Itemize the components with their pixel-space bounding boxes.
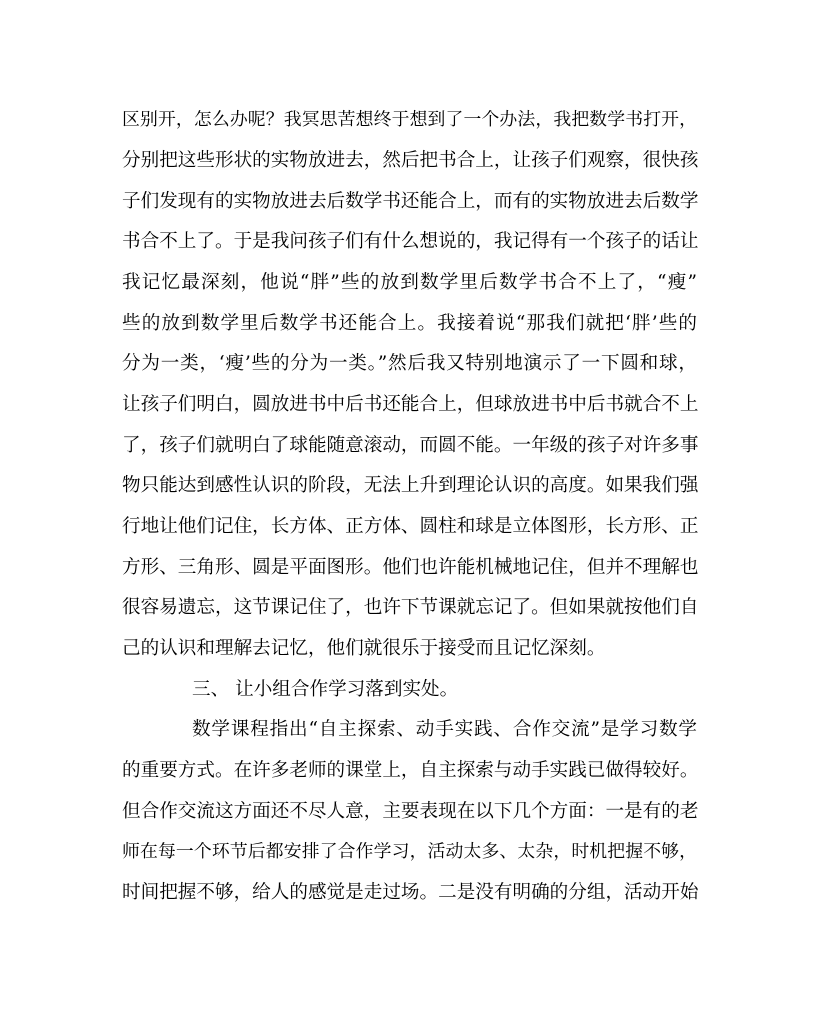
section-heading: 三、 让小组合作学习落到实处。: [192, 679, 459, 700]
text-line: 些的放到数学里后数学书还能合上。我接着说“那我们就把‘胖’些的: [122, 313, 697, 334]
text-line: 时间把握不够，给人的感觉是走过场。二是没有明确的分组，活动开始: [122, 882, 699, 903]
text-line: 己的认识和理解去记忆，他们就很乐于接受而且记忆深刻。: [122, 638, 606, 659]
text-line: 师在每一个环节后都安排了合作学习，活动太多、太杂，时机把握不够，: [122, 841, 697, 862]
text-line: 区别开，怎么办呢？我冥思苦想终于想到了一个办法，我把数学书打开，: [122, 109, 697, 130]
text-line: 但合作交流这方面还不尽人意，主要表现在以下几个方面：一是有的老: [122, 801, 699, 822]
text-line: 书合不上了。于是我问孩子们有什么想说的，我记得有一个孩子的话让: [122, 231, 699, 252]
text-line: 方形、三角形、圆是平面图形。他们也许能机械地记住，但并不理解也: [122, 557, 699, 578]
text-line: 行地让他们记住，长方体、正方体、圆柱和球是立体图形，长方形、正: [122, 516, 699, 537]
text-line: 很容易遗忘，这节课记住了，也许下节课就忘记了。但如果就按他们自: [122, 597, 699, 618]
text-line: 数学课程指出“自主探索、动手实践、合作交流”是学习数学: [192, 719, 697, 740]
text-line: 子们发现有的实物放进去后数学书还能合上，而有的实物放进去后数学: [122, 191, 699, 212]
text-line: 的重要方式。在许多老师的课堂上，自主探索与动手实践已做得较好。: [122, 760, 699, 781]
text-line: 分别把这些形状的实物放进去，然后把书合上，让孩子们观察，很快孩: [122, 150, 699, 171]
text-line: 我记忆最深刻，他说“胖”些的放到数学里后数学书合不上了，“瘦”: [122, 272, 697, 293]
text-line: 物只能达到感性认识的阶段，无法上升到理论认识的高度。如果我们强: [122, 475, 699, 496]
text-line: 让孩子们明白，圆放进书中后书还能合上，但球放进书中后书就合不上: [122, 394, 699, 415]
text-line: 分为一类，‘瘦’些的分为一类。”然后我又特别地演示了一下圆和球，: [122, 353, 697, 374]
text-line: 了，孩子们就明白了球能随意滚动，而圆不能。一年级的孩子对许多事: [122, 435, 699, 456]
